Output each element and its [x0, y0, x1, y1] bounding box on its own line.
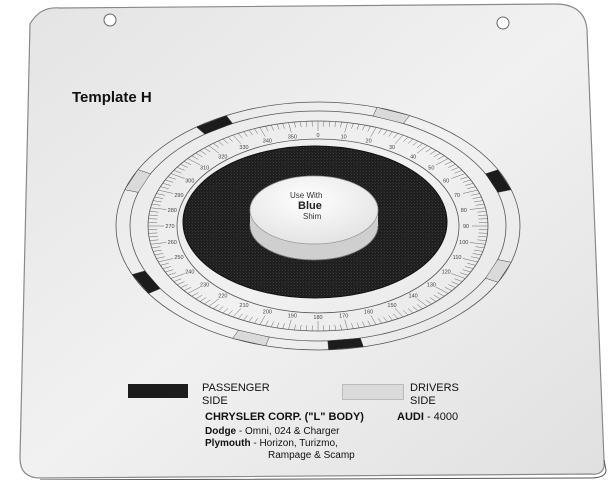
audi-make: AUDI — [397, 411, 424, 423]
degree-label: 110 — [452, 255, 462, 262]
hang-hole-right — [497, 17, 509, 29]
audi-model: - 4000 — [423, 411, 459, 423]
degree-label: 310 — [200, 165, 210, 172]
degree-label: 130 — [426, 282, 436, 289]
degree-label: 40 — [410, 154, 417, 161]
degree-label: 270 — [165, 224, 175, 230]
plymouth-models: - Horizon, Turizmo, — [250, 438, 338, 449]
fitment-plymouth — [205, 439, 338, 449]
degree-label: 140 — [408, 293, 418, 300]
degree-label: 200 — [262, 309, 272, 316]
fitment-chrysler: CHRYSLER CORP. ("L" BODY) — [205, 411, 364, 423]
degree-label: 330 — [239, 145, 249, 152]
drivers-side-swatch — [342, 384, 404, 400]
shim-text-line-1: Use With — [290, 191, 323, 200]
passenger-label-line-2: SIDE — [202, 395, 228, 407]
degree-label: 220 — [218, 293, 228, 300]
degree-label: 20 — [365, 138, 372, 145]
degree-label: 30 — [388, 145, 396, 152]
passenger-label-line-1: PASSENGER — [202, 382, 270, 394]
degree-label: 120 — [441, 269, 451, 276]
degree-label: 190 — [287, 313, 297, 320]
degree-label: 280 — [167, 208, 177, 215]
shim-text-line-3: Shim — [303, 212, 322, 221]
passenger-side-swatch — [128, 384, 188, 398]
degree-label: 100 — [459, 239, 469, 246]
degree-label: 0 — [316, 133, 320, 139]
degree-label: 150 — [387, 302, 397, 309]
dodge-make: Dodge — [205, 426, 237, 437]
shim-color-word: Blue — [298, 200, 322, 212]
degree-label: 180 — [313, 315, 323, 321]
degree-label: 290 — [174, 192, 184, 199]
degree-label: 300 — [185, 178, 195, 185]
degree-label: 340 — [262, 138, 272, 145]
drivers-label-line-2: SIDE — [410, 395, 436, 407]
fitment-plymouth-continued: Rampage & Scamp — [268, 450, 355, 461]
degree-label: 90 — [462, 224, 470, 230]
degree-label: 170 — [339, 313, 349, 320]
fitment-dodge — [205, 427, 339, 437]
plymouth-make: Plymouth — [205, 438, 251, 449]
degree-label: 230 — [200, 282, 210, 289]
degree-label: 70 — [454, 192, 461, 199]
degree-label: 260 — [167, 239, 177, 246]
template-title: Template H — [72, 89, 152, 106]
degree-label: 80 — [460, 208, 467, 215]
degree-label: 210 — [239, 302, 249, 309]
hang-hole-left — [104, 14, 116, 26]
degree-label: 240 — [185, 269, 195, 276]
degree-label: 60 — [443, 178, 450, 185]
fitment-audi — [397, 412, 458, 423]
degree-label: 350 — [287, 134, 297, 141]
degree-label: 160 — [364, 309, 374, 316]
degree-label: 320 — [218, 154, 228, 161]
degree-label: 250 — [174, 255, 184, 262]
dodge-models: - Omni, 024 & Charger — [236, 426, 340, 437]
degree-label: 10 — [340, 134, 347, 141]
drivers-label-line-1: DRIVERS — [410, 382, 459, 394]
degree-label: 50 — [428, 165, 435, 172]
